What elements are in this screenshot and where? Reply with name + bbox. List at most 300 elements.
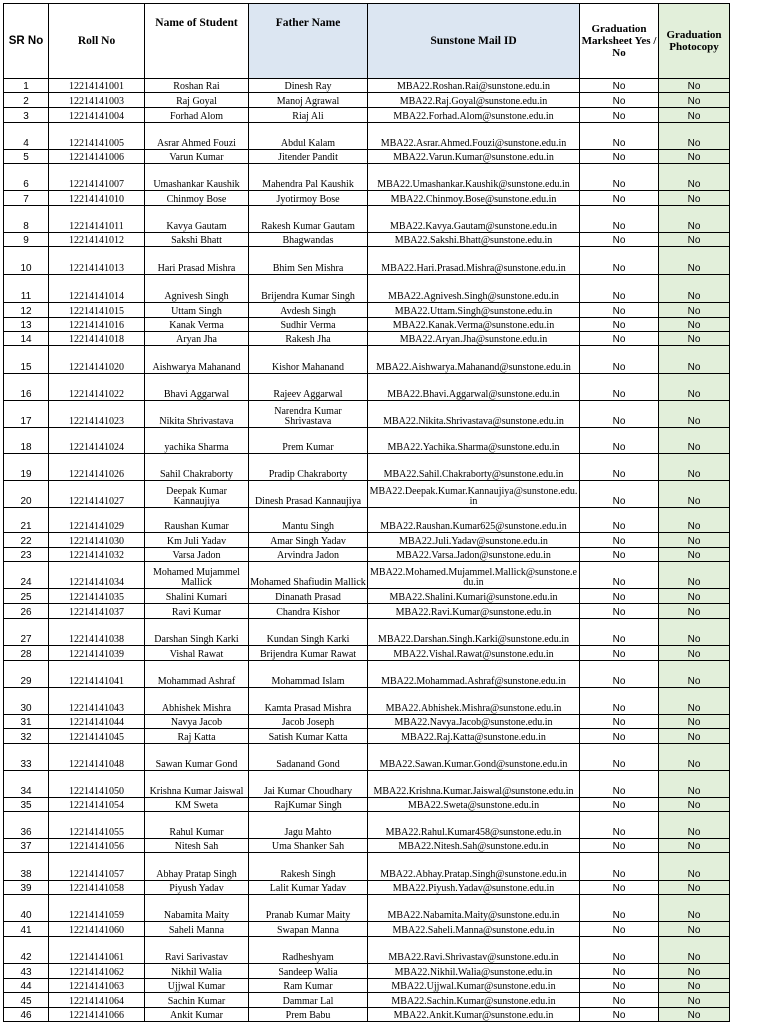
cell-photocopy: No <box>659 428 730 454</box>
cell-sr-no: 19 <box>4 454 49 481</box>
cell-marksheet: No <box>580 164 659 191</box>
cell-sr-no: 45 <box>4 993 49 1008</box>
cell-photocopy: No <box>659 150 730 164</box>
table-row <box>4 508 730 533</box>
table-row <box>4 715 730 729</box>
cell-father-name: Arvindra Jadon <box>249 548 368 562</box>
table-row <box>4 604 730 619</box>
cell-roll-no: 12214141020 <box>49 346 145 374</box>
table-row <box>4 247 730 275</box>
cell-photocopy: No <box>659 881 730 895</box>
cell-sr-no: 34 <box>4 771 49 798</box>
cell-mail-id: MBA22.Varsa.Jadon@sunstone.edu.in <box>368 548 580 562</box>
cell-student-name: Sawan Kumar Gond <box>145 744 249 771</box>
cell-mail-id: MBA22.Krishna.Kumar.Jaiswal@sunstone.edu.in <box>368 771 580 798</box>
cell-student-name: Roshan Rai <box>145 79 249 93</box>
cell-father-name: Rakesh Kumar Gautam <box>249 206 368 233</box>
cell-roll-no: 12214141032 <box>49 548 145 562</box>
cell-marksheet: No <box>580 744 659 771</box>
table-row <box>4 123 730 150</box>
cell-sr-no: 18 <box>4 428 49 454</box>
cell-student-name: KM Sweta <box>145 798 249 812</box>
cell-student-name: Krishna Kumar Jaiswal <box>145 771 249 798</box>
table-row <box>4 744 730 771</box>
cell-mail-id: MBA22.Varun.Kumar@sunstone.edu.in <box>368 150 580 164</box>
cell-student-name: Asrar Ahmed Fouzi <box>145 123 249 150</box>
cell-student-name: Varun Kumar <box>145 150 249 164</box>
cell-photocopy: No <box>659 318 730 332</box>
cell-student-name: Varsa Jadon <box>145 548 249 562</box>
header-mail-id: Sunstone Mail ID <box>368 4 580 79</box>
cell-marksheet: No <box>580 1008 659 1022</box>
cell-sr-no: 42 <box>4 937 49 964</box>
cell-mail-id: MBA22.Ravi.Kumar@sunstone.edu.in <box>368 604 580 619</box>
cell-father-name: Mahendra Pal Kaushik <box>249 164 368 191</box>
table-row <box>4 303 730 318</box>
cell-mail-id: MBA22.Bhavi.Aggarwal@sunstone.edu.in <box>368 374 580 401</box>
cell-marksheet: No <box>580 401 659 428</box>
table-row <box>4 562 730 589</box>
cell-roll-no: 12214141041 <box>49 661 145 688</box>
cell-roll-no: 12214141010 <box>49 191 145 206</box>
cell-student-name: Mohamed Mujammel Mallick <box>145 562 249 589</box>
cell-sr-no: 37 <box>4 839 49 853</box>
cell-marksheet: No <box>580 508 659 533</box>
cell-photocopy: No <box>659 688 730 715</box>
table-row <box>4 895 730 922</box>
cell-photocopy: No <box>659 247 730 275</box>
cell-father-name: Narendra Kumar Shrivastava <box>249 401 368 428</box>
cell-student-name: Kavya Gautam <box>145 206 249 233</box>
cell-sr-no: 41 <box>4 922 49 937</box>
cell-roll-no: 12214141037 <box>49 604 145 619</box>
cell-roll-no: 12214141026 <box>49 454 145 481</box>
cell-student-name: Aishwarya Mahanand <box>145 346 249 374</box>
cell-student-name: Umashankar Kaushik <box>145 164 249 191</box>
cell-roll-no: 12214141048 <box>49 744 145 771</box>
cell-student-name: Bhavi Aggarwal <box>145 374 249 401</box>
table-row <box>4 979 730 993</box>
cell-father-name: Pradip Chakraborty <box>249 454 368 481</box>
cell-mail-id: MBA22.Yachika.Sharma@sunstone.edu.in <box>368 428 580 454</box>
cell-mail-id: MBA22.Ankit.Kumar@sunstone.edu.in <box>368 1008 580 1022</box>
cell-roll-no: 12214141035 <box>49 589 145 604</box>
cell-sr-no: 31 <box>4 715 49 729</box>
cell-father-name: RajKumar Singh <box>249 798 368 812</box>
cell-sr-no: 21 <box>4 508 49 533</box>
table-row <box>4 233 730 247</box>
table-row <box>4 922 730 937</box>
cell-father-name: Manoj Agrawal <box>249 93 368 108</box>
table-row <box>4 454 730 481</box>
cell-marksheet: No <box>580 771 659 798</box>
cell-father-name: Prem Babu <box>249 1008 368 1022</box>
cell-photocopy: No <box>659 646 730 661</box>
cell-mail-id: MBA22.Deepak.Kumar.Kannaujiya@sunstone.edu.in <box>368 481 580 508</box>
cell-sr-no: 5 <box>4 150 49 164</box>
cell-mail-id: MBA22.Mohammad.Ashraf@sunstone.edu.in <box>368 661 580 688</box>
table-row <box>4 346 730 374</box>
table-row <box>4 839 730 853</box>
cell-photocopy: No <box>659 729 730 744</box>
cell-photocopy: No <box>659 562 730 589</box>
cell-student-name: Raj Katta <box>145 729 249 744</box>
table-row <box>4 881 730 895</box>
cell-marksheet: No <box>580 233 659 247</box>
cell-father-name: Kishor Mahanand <box>249 346 368 374</box>
cell-photocopy: No <box>659 993 730 1008</box>
cell-roll-no: 12214141038 <box>49 619 145 646</box>
cell-photocopy: No <box>659 548 730 562</box>
cell-student-name: Ujjwal Kumar <box>145 979 249 993</box>
cell-roll-no: 12214141039 <box>49 646 145 661</box>
table-row <box>4 688 730 715</box>
table-row <box>4 771 730 798</box>
cell-sr-no: 22 <box>4 533 49 548</box>
cell-photocopy: No <box>659 123 730 150</box>
cell-mail-id: MBA22.Rahul.Kumar458@sunstone.edu.in <box>368 812 580 839</box>
cell-marksheet: No <box>580 481 659 508</box>
cell-marksheet: No <box>580 715 659 729</box>
table-row <box>4 964 730 979</box>
cell-student-name: Nikita Shrivastava <box>145 401 249 428</box>
cell-photocopy: No <box>659 604 730 619</box>
cell-roll-no: 12214141056 <box>49 839 145 853</box>
cell-father-name: Dinesh Ray <box>249 79 368 93</box>
table-row <box>4 548 730 562</box>
cell-sr-no: 30 <box>4 688 49 715</box>
cell-student-name: Ravi Kumar <box>145 604 249 619</box>
cell-roll-no: 12214141015 <box>49 303 145 318</box>
table-row <box>4 1008 730 1022</box>
cell-marksheet: No <box>580 853 659 881</box>
cell-roll-no: 12214141011 <box>49 206 145 233</box>
cell-sr-no: 16 <box>4 374 49 401</box>
cell-roll-no: 12214141061 <box>49 937 145 964</box>
cell-student-name: Raj Goyal <box>145 93 249 108</box>
cell-sr-no: 3 <box>4 108 49 123</box>
cell-photocopy: No <box>659 206 730 233</box>
cell-student-name: Deepak Kumar Kannaujiya <box>145 481 249 508</box>
cell-roll-no: 12214141003 <box>49 93 145 108</box>
cell-mail-id: MBA22.Shalini.Kumari@sunstone.edu.in <box>368 589 580 604</box>
cell-student-name: Hari Prasad Mishra <box>145 247 249 275</box>
cell-marksheet: No <box>580 922 659 937</box>
cell-student-name: yachika Sharma <box>145 428 249 454</box>
cell-marksheet: No <box>580 729 659 744</box>
cell-mail-id: MBA22.Sachin.Kumar@sunstone.edu.in <box>368 993 580 1008</box>
cell-sr-no: 12 <box>4 303 49 318</box>
cell-sr-no: 38 <box>4 853 49 881</box>
cell-marksheet: No <box>580 428 659 454</box>
cell-student-name: Chinmoy Bose <box>145 191 249 206</box>
cell-photocopy: No <box>659 508 730 533</box>
cell-student-name: Shalini Kumari <box>145 589 249 604</box>
cell-father-name: Radheshyam <box>249 937 368 964</box>
cell-student-name: Uttam Singh <box>145 303 249 318</box>
table-row <box>4 150 730 164</box>
cell-sr-no: 14 <box>4 332 49 346</box>
cell-sr-no: 43 <box>4 964 49 979</box>
cell-father-name: Ram Kumar <box>249 979 368 993</box>
cell-student-name: Navya Jacob <box>145 715 249 729</box>
cell-father-name: Chandra Kishor <box>249 604 368 619</box>
table-row <box>4 729 730 744</box>
cell-father-name: Kundan Singh Karki <box>249 619 368 646</box>
cell-photocopy: No <box>659 303 730 318</box>
table-row <box>4 206 730 233</box>
cell-photocopy: No <box>659 979 730 993</box>
cell-father-name: Rajeev Aggarwal <box>249 374 368 401</box>
cell-photocopy: No <box>659 661 730 688</box>
cell-roll-no: 12214141022 <box>49 374 145 401</box>
cell-sr-no: 6 <box>4 164 49 191</box>
cell-photocopy: No <box>659 332 730 346</box>
cell-mail-id: MBA22.Uttam.Singh@sunstone.edu.in <box>368 303 580 318</box>
cell-roll-no: 12214141024 <box>49 428 145 454</box>
cell-father-name: Jacob Joseph <box>249 715 368 729</box>
cell-student-name: Ankit Kumar <box>145 1008 249 1022</box>
table-row <box>4 661 730 688</box>
cell-student-name: Nitesh Sah <box>145 839 249 853</box>
header-father-name: Father Name <box>249 4 368 79</box>
cell-mail-id: MBA22.Hari.Prasad.Mishra@sunstone.edu.in <box>368 247 580 275</box>
table-row <box>4 164 730 191</box>
cell-marksheet: No <box>580 93 659 108</box>
cell-photocopy: No <box>659 937 730 964</box>
table-row <box>4 332 730 346</box>
cell-mail-id: MBA22.Piyush.Yadav@sunstone.edu.in <box>368 881 580 895</box>
cell-photocopy: No <box>659 895 730 922</box>
cell-father-name: Jitender Pandit <box>249 150 368 164</box>
cell-mail-id: MBA22.Nikita.Shrivastava@sunstone.edu.in <box>368 401 580 428</box>
cell-father-name: Prem Kumar <box>249 428 368 454</box>
table-row <box>4 428 730 454</box>
table-row <box>4 646 730 661</box>
cell-mail-id: MBA22.Juli.Yadav@sunstone.edu.in <box>368 533 580 548</box>
cell-photocopy: No <box>659 93 730 108</box>
cell-father-name: Jagu Mahto <box>249 812 368 839</box>
cell-father-name: Mohamed Shafiudin Mallick <box>249 562 368 589</box>
cell-roll-no: 12214141029 <box>49 508 145 533</box>
cell-father-name: Sadanand Gond <box>249 744 368 771</box>
cell-marksheet: No <box>580 247 659 275</box>
cell-marksheet: No <box>580 937 659 964</box>
cell-father-name: Jai Kumar Choudhary <box>249 771 368 798</box>
cell-marksheet: No <box>580 979 659 993</box>
cell-marksheet: No <box>580 318 659 332</box>
cell-father-name: Jyotirmoy Bose <box>249 191 368 206</box>
cell-mail-id: MBA22.Nabamita.Maity@sunstone.edu.in <box>368 895 580 922</box>
cell-roll-no: 12214141055 <box>49 812 145 839</box>
cell-roll-no: 12214141057 <box>49 853 145 881</box>
cell-photocopy: No <box>659 481 730 508</box>
cell-marksheet: No <box>580 191 659 206</box>
cell-sr-no: 32 <box>4 729 49 744</box>
cell-father-name: Uma Shanker Sah <box>249 839 368 853</box>
cell-roll-no: 12214141034 <box>49 562 145 589</box>
cell-mail-id: MBA22.Sakshi.Bhatt@sunstone.edu.in <box>368 233 580 247</box>
cell-sr-no: 44 <box>4 979 49 993</box>
cell-roll-no: 12214141030 <box>49 533 145 548</box>
cell-roll-no: 12214141054 <box>49 798 145 812</box>
cell-marksheet: No <box>580 562 659 589</box>
cell-marksheet: No <box>580 646 659 661</box>
cell-marksheet: No <box>580 881 659 895</box>
cell-father-name: Dinesh Prasad Kannaujiya <box>249 481 368 508</box>
cell-father-name: Bhagwandas <box>249 233 368 247</box>
cell-sr-no: 33 <box>4 744 49 771</box>
table-row <box>4 318 730 332</box>
cell-father-name: Dammar Lal <box>249 993 368 1008</box>
table-row <box>4 589 730 604</box>
cell-photocopy: No <box>659 346 730 374</box>
cell-mail-id: MBA22.Saheli.Manna@sunstone.edu.in <box>368 922 580 937</box>
cell-marksheet: No <box>580 661 659 688</box>
cell-student-name: Rahul Kumar <box>145 812 249 839</box>
table-row <box>4 108 730 123</box>
table-row <box>4 401 730 428</box>
header-sr-no: SR No <box>4 4 49 79</box>
cell-father-name: Brijendra Kumar Singh <box>249 275 368 303</box>
cell-mail-id: MBA22.Vishal.Rawat@sunstone.edu.in <box>368 646 580 661</box>
cell-student-name: Abhishek Mishra <box>145 688 249 715</box>
cell-photocopy: No <box>659 79 730 93</box>
cell-roll-no: 12214141059 <box>49 895 145 922</box>
table-row <box>4 191 730 206</box>
header-marksheet: Graduation Marksheet Yes / No <box>580 4 659 79</box>
cell-mail-id: MBA22.Umashankar.Kaushik@sunstone.edu.in <box>368 164 580 191</box>
cell-sr-no: 23 <box>4 548 49 562</box>
cell-sr-no: 8 <box>4 206 49 233</box>
cell-father-name: Riaj Ali <box>249 108 368 123</box>
cell-roll-no: 12214141045 <box>49 729 145 744</box>
cell-marksheet: No <box>580 964 659 979</box>
cell-student-name: Sachin Kumar <box>145 993 249 1008</box>
cell-roll-no: 12214141005 <box>49 123 145 150</box>
cell-student-name: Darshan Singh Karki <box>145 619 249 646</box>
cell-marksheet: No <box>580 548 659 562</box>
cell-student-name: Vishal Rawat <box>145 646 249 661</box>
cell-mail-id: MBA22.Ujjwal.Kumar@sunstone.edu.in <box>368 979 580 993</box>
cell-student-name: Forhad Alom <box>145 108 249 123</box>
cell-mail-id: MBA22.Abhay.Pratap.Singh@sunstone.edu.in <box>368 853 580 881</box>
cell-mail-id: MBA22.Kanak.Verma@sunstone.edu.in <box>368 318 580 332</box>
cell-roll-no: 12214141007 <box>49 164 145 191</box>
cell-photocopy: No <box>659 275 730 303</box>
cell-photocopy: No <box>659 589 730 604</box>
cell-marksheet: No <box>580 303 659 318</box>
cell-father-name: Mohammad Islam <box>249 661 368 688</box>
cell-sr-no: 15 <box>4 346 49 374</box>
cell-photocopy: No <box>659 191 730 206</box>
cell-mail-id: MBA22.Roshan.Rai@sunstone.edu.in <box>368 79 580 93</box>
table-body <box>4 79 730 1022</box>
cell-father-name: Rakesh Jha <box>249 332 368 346</box>
header-row <box>4 4 730 79</box>
table-row <box>4 93 730 108</box>
cell-father-name: Rakesh Singh <box>249 853 368 881</box>
cell-student-name: Nikhil Walia <box>145 964 249 979</box>
cell-roll-no: 12214141014 <box>49 275 145 303</box>
cell-roll-no: 12214141004 <box>49 108 145 123</box>
cell-sr-no: 40 <box>4 895 49 922</box>
cell-sr-no: 29 <box>4 661 49 688</box>
cell-photocopy: No <box>659 1008 730 1022</box>
cell-mail-id: MBA22.Raj.Katta@sunstone.edu.in <box>368 729 580 744</box>
cell-photocopy: No <box>659 715 730 729</box>
cell-sr-no: 20 <box>4 481 49 508</box>
cell-mail-id: MBA22.Aryan.Jha@sunstone.edu.in <box>368 332 580 346</box>
cell-roll-no: 12214141064 <box>49 993 145 1008</box>
cell-student-name: Agnivesh Singh <box>145 275 249 303</box>
cell-father-name: Amar Singh Yadav <box>249 533 368 548</box>
cell-marksheet: No <box>580 123 659 150</box>
cell-sr-no: 24 <box>4 562 49 589</box>
cell-marksheet: No <box>580 993 659 1008</box>
cell-mail-id: MBA22.Navya.Jacob@sunstone.edu.in <box>368 715 580 729</box>
cell-student-name: Ravi Sarivastav <box>145 937 249 964</box>
cell-photocopy: No <box>659 164 730 191</box>
table-row <box>4 619 730 646</box>
cell-marksheet: No <box>580 332 659 346</box>
cell-mail-id: MBA22.Abhishek.Mishra@sunstone.edu.in <box>368 688 580 715</box>
cell-mail-id: MBA22.Kavya.Gautam@sunstone.edu.in <box>368 206 580 233</box>
cell-mail-id: MBA22.Forhad.Alom@sunstone.edu.in <box>368 108 580 123</box>
cell-student-name: Abhay Pratap Singh <box>145 853 249 881</box>
cell-marksheet: No <box>580 895 659 922</box>
cell-father-name: Sudhir Verma <box>249 318 368 332</box>
cell-student-name: Sakshi Bhatt <box>145 233 249 247</box>
cell-marksheet: No <box>580 589 659 604</box>
cell-sr-no: 26 <box>4 604 49 619</box>
cell-marksheet: No <box>580 812 659 839</box>
cell-student-name: Sahil Chakraborty <box>145 454 249 481</box>
header-student-name: Name of Student <box>145 4 249 79</box>
cell-marksheet: No <box>580 206 659 233</box>
cell-mail-id: MBA22.Raushan.Kumar625@sunstone.edu.in <box>368 508 580 533</box>
cell-photocopy: No <box>659 108 730 123</box>
cell-photocopy: No <box>659 853 730 881</box>
cell-photocopy: No <box>659 374 730 401</box>
cell-sr-no: 7 <box>4 191 49 206</box>
cell-student-name: Kanak Verma <box>145 318 249 332</box>
cell-marksheet: No <box>580 150 659 164</box>
cell-student-name: Piyush Yadav <box>145 881 249 895</box>
table-row <box>4 275 730 303</box>
cell-photocopy: No <box>659 619 730 646</box>
cell-father-name: Avdesh Singh <box>249 303 368 318</box>
cell-roll-no: 12214141050 <box>49 771 145 798</box>
cell-mail-id: MBA22.Asrar.Ahmed.Fouzi@sunstone.edu.in <box>368 123 580 150</box>
cell-father-name: Satish Kumar Katta <box>249 729 368 744</box>
cell-father-name: Swapan Manna <box>249 922 368 937</box>
cell-sr-no: 13 <box>4 318 49 332</box>
cell-father-name: Dinanath Prasad <box>249 589 368 604</box>
table-row <box>4 812 730 839</box>
cell-photocopy: No <box>659 454 730 481</box>
cell-marksheet: No <box>580 374 659 401</box>
cell-mail-id: MBA22.Sawan.Kumar.Gond@sunstone.edu.in <box>368 744 580 771</box>
cell-sr-no: 4 <box>4 123 49 150</box>
cell-roll-no: 12214141062 <box>49 964 145 979</box>
cell-sr-no: 10 <box>4 247 49 275</box>
cell-marksheet: No <box>580 346 659 374</box>
cell-sr-no: 11 <box>4 275 49 303</box>
cell-sr-no: 35 <box>4 798 49 812</box>
table-row <box>4 798 730 812</box>
cell-photocopy: No <box>659 798 730 812</box>
